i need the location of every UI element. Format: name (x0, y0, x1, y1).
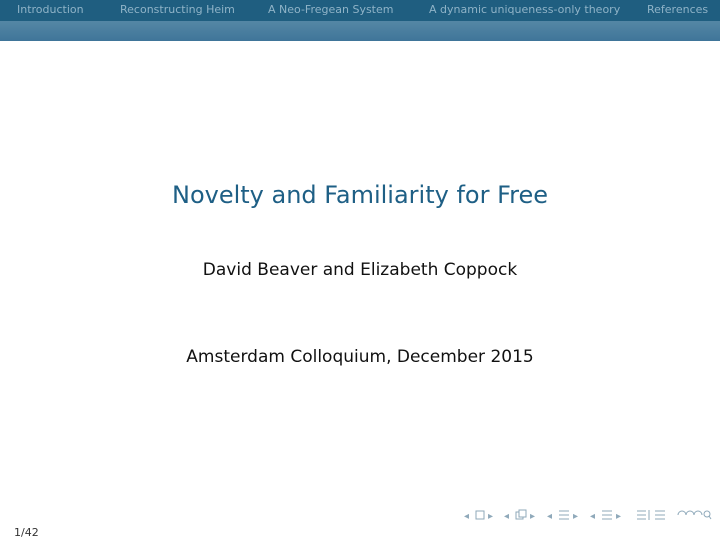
nav-neo-fregean-system[interactable]: A Neo-Fregean System (268, 3, 394, 16)
nav-dynamic-uniqueness-only-theory[interactable]: A dynamic uniqueness-only theory (429, 3, 621, 16)
section-icon[interactable] (601, 508, 613, 526)
subsection-icon[interactable] (515, 508, 527, 526)
nav-references[interactable]: References (647, 3, 709, 16)
subsection-back-icon[interactable]: ◂ (504, 511, 510, 522)
subsection-bar (0, 21, 720, 41)
subsection-forward-icon[interactable]: ▸ (530, 511, 536, 522)
appendix-icon[interactable] (654, 508, 666, 526)
frame-icon[interactable] (475, 508, 485, 526)
section-icon[interactable] (558, 508, 570, 526)
slide-event: Amsterdam Colloquium, December 2015 (186, 347, 534, 367)
search-icon[interactable] (676, 508, 712, 526)
slide-authors: David Beaver and Elizabeth Coppock (202, 260, 518, 280)
section-navigation-bar (0, 0, 720, 21)
section-back-icon[interactable]: ◂ (590, 511, 596, 522)
section-back-icon[interactable]: ◂ (547, 511, 553, 522)
section-forward-icon[interactable]: ▸ (573, 511, 579, 522)
page-number: 1/42 (14, 526, 39, 539)
section-forward-icon[interactable]: ▸ (616, 511, 622, 522)
nav-reconstructing-heim[interactable]: Reconstructing Heim (120, 3, 235, 16)
slide-title: Novelty and Familiarity for Free (171, 181, 549, 209)
beamer-navigation-controls (458, 508, 716, 526)
frame-back-icon[interactable]: ◂ (464, 511, 470, 522)
frame-forward-icon[interactable]: ▸ (488, 511, 494, 522)
nav-introduction[interactable]: Introduction (17, 3, 84, 16)
